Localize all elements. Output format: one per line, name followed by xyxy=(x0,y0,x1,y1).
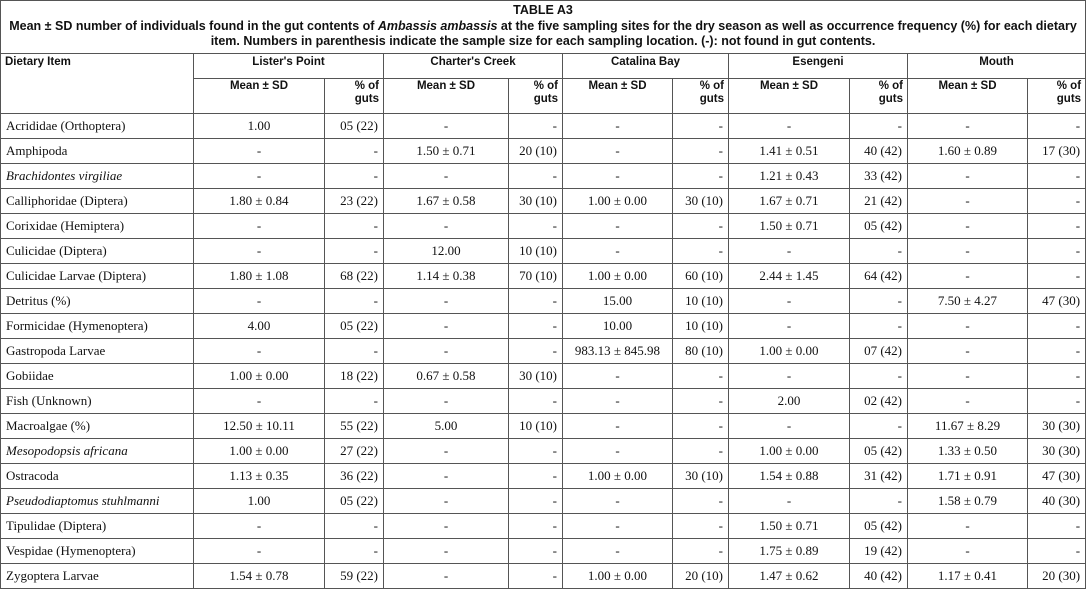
pct-guts-cell: - xyxy=(850,288,908,313)
subheader-mean-sd: Mean ± SD xyxy=(384,78,509,113)
pct-guts-cell: 05 (22) xyxy=(325,488,384,513)
dietary-item-cell: Formicidae (Hymenoptera) xyxy=(1,313,194,338)
pct-guts-cell: 10 (10) xyxy=(673,288,729,313)
pct-guts-cell: 30 (30) xyxy=(1028,438,1086,463)
mean-sd-cell: - xyxy=(194,238,325,263)
pct-guts-cell: 60 (10) xyxy=(673,263,729,288)
header-site-charters-creek: Charter's Creek xyxy=(384,53,563,78)
pct-guts-cell: - xyxy=(325,513,384,538)
table-row xyxy=(1,188,1086,213)
mean-sd-cell: - xyxy=(384,113,509,138)
mean-sd-cell: - xyxy=(384,388,509,413)
table-row xyxy=(1,163,1086,188)
subheader-pct-guts xyxy=(325,78,384,113)
pct-guts-cell: - xyxy=(325,213,384,238)
mean-sd-cell: 1.54 ± 0.78 xyxy=(194,563,325,588)
pct-guts-cell: - xyxy=(673,138,729,163)
dietary-item-cell: Corixidae (Hemiptera) xyxy=(1,213,194,238)
mean-sd-cell: - xyxy=(908,513,1028,538)
dietary-item-cell: Macroalgae (%) xyxy=(1,413,194,438)
mean-sd-cell: - xyxy=(384,488,509,513)
mean-sd-cell: 1.00 ± 0.00 xyxy=(729,338,850,363)
mean-sd-cell: 12.00 xyxy=(384,238,509,263)
pct-guts-cell: - xyxy=(509,563,563,588)
pct-guts-cell: 02 (42) xyxy=(850,388,908,413)
pct-guts-cell: - xyxy=(509,313,563,338)
pct-guts-cell: 31 (42) xyxy=(850,463,908,488)
dietary-item-cell: Ostracoda xyxy=(1,463,194,488)
mean-sd-cell: - xyxy=(194,388,325,413)
subheader-mean-sd: Mean ± SD xyxy=(194,78,325,113)
mean-sd-cell: 1.50 ± 0.71 xyxy=(729,213,850,238)
mean-sd-cell: 1.47 ± 0.62 xyxy=(729,563,850,588)
table-caption xyxy=(1,1,1086,54)
pct-guts-cell: - xyxy=(1028,388,1086,413)
mean-sd-cell: - xyxy=(194,538,325,563)
mean-sd-cell: 7.50 ± 4.27 xyxy=(908,288,1028,313)
table-row xyxy=(1,313,1086,338)
dietary-item-cell: Culicidae Larvae (Diptera) xyxy=(1,263,194,288)
pct-guts-cell: 17 (30) xyxy=(1028,138,1086,163)
pct-guts-cell: 05 (42) xyxy=(850,213,908,238)
pct-guts-cell: - xyxy=(1028,163,1086,188)
pct-guts-cell: 40 (42) xyxy=(850,563,908,588)
mean-sd-cell: - xyxy=(908,338,1028,363)
pct-label-line2: guts xyxy=(878,92,903,105)
header-site-listers-point: Lister's Point xyxy=(194,53,384,78)
table-body xyxy=(1,113,1086,588)
mean-sd-cell: 1.50 ± 0.71 xyxy=(384,138,509,163)
pct-guts-cell: 30 (30) xyxy=(1028,413,1086,438)
mean-sd-cell: 1.80 ± 1.08 xyxy=(194,263,325,288)
table-row xyxy=(1,463,1086,488)
subheader-pct-guts xyxy=(673,78,729,113)
mean-sd-cell: - xyxy=(563,113,673,138)
pct-guts-cell: 19 (42) xyxy=(850,538,908,563)
mean-sd-cell: 1.00 ± 0.00 xyxy=(563,563,673,588)
mean-sd-cell: 1.33 ± 0.50 xyxy=(908,438,1028,463)
pct-guts-cell: - xyxy=(509,288,563,313)
pct-guts-cell: - xyxy=(673,413,729,438)
pct-guts-cell: - xyxy=(1028,538,1086,563)
table-row xyxy=(1,538,1086,563)
mean-sd-cell: - xyxy=(908,163,1028,188)
mean-sd-cell: 11.67 ± 8.29 xyxy=(908,413,1028,438)
mean-sd-cell: 1.50 ± 0.71 xyxy=(729,513,850,538)
pct-guts-cell: - xyxy=(1028,313,1086,338)
mean-sd-cell: 1.58 ± 0.79 xyxy=(908,488,1028,513)
mean-sd-cell: 2.00 xyxy=(729,388,850,413)
pct-guts-cell: - xyxy=(1028,188,1086,213)
pct-guts-cell: - xyxy=(673,538,729,563)
pct-label-line2: guts xyxy=(354,92,379,105)
pct-guts-cell: - xyxy=(1028,363,1086,388)
mean-sd-cell: - xyxy=(384,513,509,538)
pct-guts-cell: - xyxy=(1028,513,1086,538)
mean-sd-cell: - xyxy=(384,213,509,238)
pct-guts-cell: - xyxy=(850,313,908,338)
pct-guts-cell: 47 (30) xyxy=(1028,288,1086,313)
table-row xyxy=(1,263,1086,288)
pct-guts-cell: - xyxy=(673,113,729,138)
mean-sd-cell: 1.54 ± 0.88 xyxy=(729,463,850,488)
dietary-item-cell: Culicidae (Diptera) xyxy=(1,238,194,263)
pct-guts-cell: - xyxy=(509,538,563,563)
mean-sd-cell: - xyxy=(908,263,1028,288)
dietary-item-cell: Zygoptera Larvae xyxy=(1,563,194,588)
mean-sd-cell: 1.75 ± 0.89 xyxy=(729,538,850,563)
mean-sd-cell: - xyxy=(194,138,325,163)
mean-sd-cell: 0.67 ± 0.58 xyxy=(384,363,509,388)
pct-guts-cell: - xyxy=(325,138,384,163)
table-row xyxy=(1,363,1086,388)
table-row xyxy=(1,138,1086,163)
pct-guts-cell: 59 (22) xyxy=(325,563,384,588)
mean-sd-cell: 1.14 ± 0.38 xyxy=(384,263,509,288)
pct-guts-cell: 21 (42) xyxy=(850,188,908,213)
pct-guts-cell: - xyxy=(509,513,563,538)
table-row xyxy=(1,113,1086,138)
dietary-item-cell: Pseudodiaptomus stuhlmanni xyxy=(1,488,194,513)
mean-sd-cell: - xyxy=(908,113,1028,138)
mean-sd-cell: 1.00 ± 0.00 xyxy=(194,363,325,388)
pct-guts-cell: - xyxy=(325,388,384,413)
dietary-item-cell: Acrididae (Orthoptera) xyxy=(1,113,194,138)
mean-sd-cell: - xyxy=(384,163,509,188)
pct-guts-cell: - xyxy=(509,488,563,513)
mean-sd-cell: - xyxy=(563,363,673,388)
mean-sd-cell: - xyxy=(563,438,673,463)
pct-guts-cell: 27 (22) xyxy=(325,438,384,463)
table-row xyxy=(1,338,1086,363)
pct-guts-cell: - xyxy=(509,113,563,138)
pct-guts-cell: 40 (30) xyxy=(1028,488,1086,513)
mean-sd-cell: - xyxy=(563,488,673,513)
mean-sd-cell: 1.67 ± 0.71 xyxy=(729,188,850,213)
mean-sd-cell: 1.67 ± 0.58 xyxy=(384,188,509,213)
dietary-item-cell: Calliphoridae (Diptera) xyxy=(1,188,194,213)
pct-guts-cell: 20 (10) xyxy=(509,138,563,163)
mean-sd-cell: 1.21 ± 0.43 xyxy=(729,163,850,188)
table-title: TABLE A3 xyxy=(513,3,573,17)
mean-sd-cell: - xyxy=(729,113,850,138)
mean-sd-cell: 1.80 ± 0.84 xyxy=(194,188,325,213)
mean-sd-cell: - xyxy=(908,213,1028,238)
mean-sd-cell: - xyxy=(563,163,673,188)
pct-guts-cell: 07 (42) xyxy=(850,338,908,363)
mean-sd-cell: 1.00 ± 0.00 xyxy=(563,188,673,213)
table-row xyxy=(1,238,1086,263)
mean-sd-cell: 1.17 ± 0.41 xyxy=(908,563,1028,588)
pct-guts-cell: 55 (22) xyxy=(325,413,384,438)
header-site-esengeni: Esengeni xyxy=(729,53,908,78)
dietary-item-cell: Gastropoda Larvae xyxy=(1,338,194,363)
pct-guts-cell: 36 (22) xyxy=(325,463,384,488)
dietary-item-cell: Gobiidae xyxy=(1,363,194,388)
pct-guts-cell: - xyxy=(673,238,729,263)
header-site-mouth: Mouth xyxy=(908,53,1086,78)
pct-guts-cell: - xyxy=(850,113,908,138)
table-row xyxy=(1,388,1086,413)
pct-label-line1: % of xyxy=(1056,79,1082,92)
mean-sd-cell: 1.41 ± 0.51 xyxy=(729,138,850,163)
subheader-mean-sd: Mean ± SD xyxy=(729,78,850,113)
pct-guts-cell: - xyxy=(850,413,908,438)
mean-sd-cell: - xyxy=(384,288,509,313)
pct-guts-cell: 20 (30) xyxy=(1028,563,1086,588)
mean-sd-cell: - xyxy=(384,538,509,563)
mean-sd-cell: - xyxy=(908,538,1028,563)
mean-sd-cell: - xyxy=(908,313,1028,338)
mean-sd-cell: - xyxy=(908,388,1028,413)
table-row xyxy=(1,213,1086,238)
mean-sd-cell: 10.00 xyxy=(563,313,673,338)
pct-guts-cell: 68 (22) xyxy=(325,263,384,288)
mean-sd-cell: - xyxy=(194,338,325,363)
pct-guts-cell: 05 (22) xyxy=(325,313,384,338)
table-row xyxy=(1,488,1086,513)
header-site-catalina-bay: Catalina Bay xyxy=(563,53,729,78)
dietary-item-cell: Detritus (%) xyxy=(1,288,194,313)
pct-guts-cell: 30 (10) xyxy=(673,463,729,488)
caption-part2: at the five sampling sites for the dry season as well as occurrence frequency (%) for each dietary item. Numbers in parenthesis indicate the sample size for each sampling location. (-): not found in gut contents. xyxy=(210,18,1077,48)
mean-sd-cell: - xyxy=(563,388,673,413)
pct-guts-cell: - xyxy=(673,213,729,238)
pct-guts-cell: 05 (42) xyxy=(850,438,908,463)
pct-guts-cell: 10 (10) xyxy=(509,238,563,263)
pct-guts-cell: - xyxy=(1028,238,1086,263)
pct-guts-cell: - xyxy=(509,388,563,413)
subheader-pct-guts xyxy=(850,78,908,113)
mean-sd-cell: - xyxy=(729,413,850,438)
mean-sd-cell: 15.00 xyxy=(563,288,673,313)
pct-guts-cell: 30 (10) xyxy=(509,363,563,388)
pct-guts-cell: - xyxy=(1028,263,1086,288)
mean-sd-cell: - xyxy=(384,338,509,363)
pct-guts-cell: - xyxy=(325,338,384,363)
caption-part1: Mean ± SD number of individuals found in the gut contents of xyxy=(9,18,378,33)
mean-sd-cell: 4.00 xyxy=(194,313,325,338)
pct-guts-cell: 40 (42) xyxy=(850,138,908,163)
pct-guts-cell: - xyxy=(850,238,908,263)
mean-sd-cell: 1.00 xyxy=(194,113,325,138)
mean-sd-cell: - xyxy=(908,238,1028,263)
caption-species: Ambassis ambassis xyxy=(377,18,498,33)
pct-guts-cell: - xyxy=(509,213,563,238)
dietary-item-cell: Brachidontes virgiliae xyxy=(1,163,194,188)
mean-sd-cell: - xyxy=(729,238,850,263)
mean-sd-cell: - xyxy=(563,238,673,263)
pct-label-line1: % of xyxy=(878,79,903,92)
mean-sd-cell: - xyxy=(194,513,325,538)
pct-guts-cell: - xyxy=(509,163,563,188)
pct-guts-cell: - xyxy=(673,513,729,538)
pct-guts-cell: 23 (22) xyxy=(325,188,384,213)
pct-guts-cell: - xyxy=(509,463,563,488)
mean-sd-cell: - xyxy=(908,188,1028,213)
mean-sd-cell: - xyxy=(194,288,325,313)
pct-guts-cell: - xyxy=(673,388,729,413)
mean-sd-cell: - xyxy=(563,513,673,538)
pct-guts-cell: - xyxy=(850,363,908,388)
subheader-pct-guts xyxy=(509,78,563,113)
pct-guts-cell: 80 (10) xyxy=(673,338,729,363)
pct-label-line1: % of xyxy=(699,79,724,92)
mean-sd-cell: - xyxy=(729,288,850,313)
pct-guts-cell: - xyxy=(1028,338,1086,363)
mean-sd-cell: - xyxy=(729,363,850,388)
pct-guts-cell: - xyxy=(673,363,729,388)
pct-guts-cell: - xyxy=(673,438,729,463)
dietary-item-cell: Tipulidae (Diptera) xyxy=(1,513,194,538)
mean-sd-cell: 1.13 ± 0.35 xyxy=(194,463,325,488)
pct-guts-cell: - xyxy=(325,538,384,563)
table-row xyxy=(1,288,1086,313)
pct-guts-cell: 18 (22) xyxy=(325,363,384,388)
subheader-mean-sd: Mean ± SD xyxy=(563,78,673,113)
pct-guts-cell: 64 (42) xyxy=(850,263,908,288)
pct-guts-cell: 10 (10) xyxy=(509,413,563,438)
pct-guts-cell: 05 (42) xyxy=(850,513,908,538)
mean-sd-cell: - xyxy=(729,313,850,338)
mean-sd-cell: - xyxy=(908,363,1028,388)
mean-sd-cell: - xyxy=(384,438,509,463)
pct-guts-cell: - xyxy=(509,438,563,463)
mean-sd-cell: - xyxy=(563,538,673,563)
mean-sd-cell: - xyxy=(194,213,325,238)
mean-sd-cell: - xyxy=(563,413,673,438)
pct-guts-cell: 33 (42) xyxy=(850,163,908,188)
table-row xyxy=(1,513,1086,538)
pct-label-line2: guts xyxy=(699,92,724,105)
pct-guts-cell: 30 (10) xyxy=(673,188,729,213)
mean-sd-cell: 983.13 ± 845.98 xyxy=(563,338,673,363)
pct-guts-cell: - xyxy=(325,288,384,313)
mean-sd-cell: 1.00 ± 0.00 xyxy=(563,463,673,488)
header-dietary-item: Dietary Item xyxy=(1,53,194,113)
pct-guts-cell: - xyxy=(325,238,384,263)
mean-sd-cell: 1.00 ± 0.00 xyxy=(729,438,850,463)
subheader-pct-guts xyxy=(1028,78,1086,113)
mean-sd-cell: 1.00 xyxy=(194,488,325,513)
pct-guts-cell: - xyxy=(509,338,563,363)
pct-label-line1: % of xyxy=(354,79,379,92)
mean-sd-cell: 2.44 ± 1.45 xyxy=(729,263,850,288)
pct-guts-cell: 47 (30) xyxy=(1028,463,1086,488)
table-row xyxy=(1,563,1086,588)
mean-sd-cell: - xyxy=(384,563,509,588)
mean-sd-cell: 1.00 ± 0.00 xyxy=(563,263,673,288)
pct-guts-cell: - xyxy=(673,163,729,188)
mean-sd-cell: - xyxy=(384,313,509,338)
mean-sd-cell: 5.00 xyxy=(384,413,509,438)
mean-sd-cell: 1.60 ± 0.89 xyxy=(908,138,1028,163)
dietary-item-cell: Amphipoda xyxy=(1,138,194,163)
pct-guts-cell: 05 (22) xyxy=(325,113,384,138)
pct-guts-cell: 30 (10) xyxy=(509,188,563,213)
dietary-item-cell: Mesopodopsis africana xyxy=(1,438,194,463)
mean-sd-cell: - xyxy=(729,488,850,513)
subheader-mean-sd: Mean ± SD xyxy=(908,78,1028,113)
dietary-item-cell: Vespidae (Hymenoptera) xyxy=(1,538,194,563)
pct-guts-cell: - xyxy=(850,488,908,513)
mean-sd-cell: - xyxy=(194,163,325,188)
pct-guts-cell: 20 (10) xyxy=(673,563,729,588)
dietary-item-cell: Fish (Unknown) xyxy=(1,388,194,413)
table-row xyxy=(1,438,1086,463)
pct-guts-cell: 10 (10) xyxy=(673,313,729,338)
pct-guts-cell: - xyxy=(673,488,729,513)
mean-sd-cell: 12.50 ± 10.11 xyxy=(194,413,325,438)
pct-guts-cell: 70 (10) xyxy=(509,263,563,288)
mean-sd-cell: - xyxy=(563,138,673,163)
mean-sd-cell: - xyxy=(563,213,673,238)
pct-label-line2: guts xyxy=(1056,92,1082,105)
mean-sd-cell: 1.71 ± 0.91 xyxy=(908,463,1028,488)
pct-guts-cell: - xyxy=(1028,213,1086,238)
mean-sd-cell: - xyxy=(384,463,509,488)
pct-guts-cell: - xyxy=(1028,113,1086,138)
pct-label-line1: % of xyxy=(533,79,558,92)
table-row xyxy=(1,413,1086,438)
pct-label-line2: guts xyxy=(533,92,558,105)
pct-guts-cell: - xyxy=(325,163,384,188)
mean-sd-cell: 1.00 ± 0.00 xyxy=(194,438,325,463)
